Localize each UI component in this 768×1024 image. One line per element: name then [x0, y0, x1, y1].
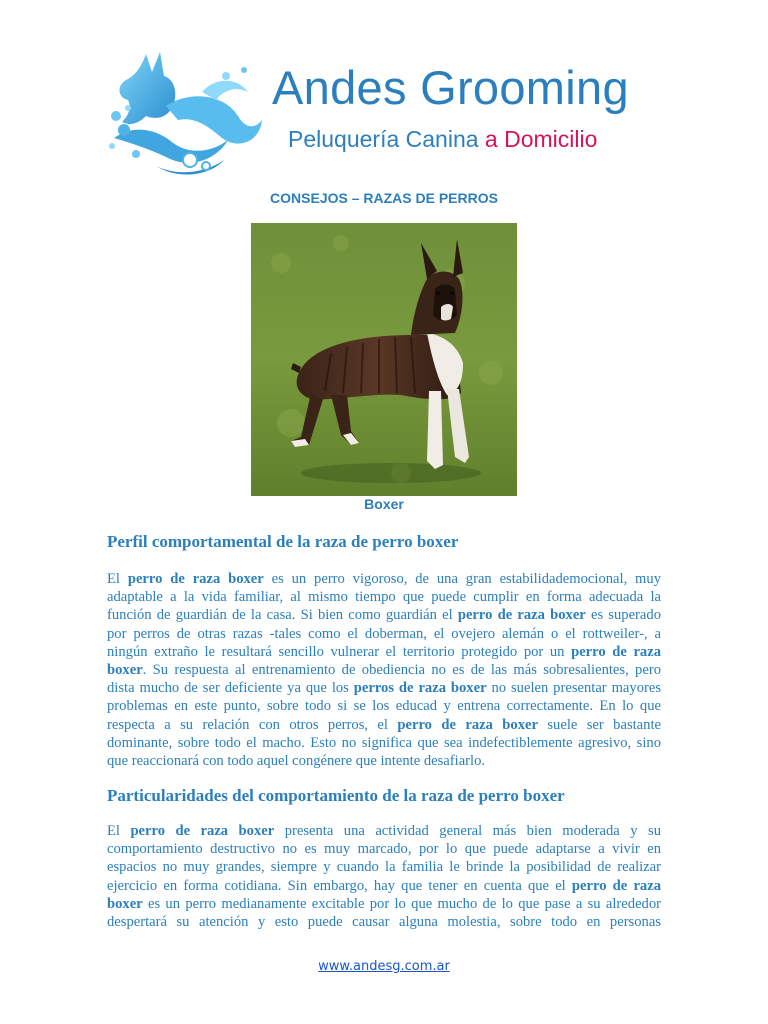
brand-tagline [288, 124, 597, 154]
paragraph-line [107, 822, 661, 840]
line-text: dista mucho de ser deficiente ya que los [107, 680, 354, 697]
paragraph-line [107, 895, 661, 913]
line-text: ningún extraño le resultará sencillo vulnerar el territorio protegido por un [107, 643, 572, 660]
line-text: suele ser bastante [537, 716, 661, 733]
paragraph-line [107, 697, 661, 715]
section-title: CONSEJOS – RAZAS DE PERROS [270, 190, 498, 206]
website-link[interactable]: www.andesg.com.ar [318, 959, 450, 974]
paragraph-line [107, 913, 661, 931]
paragraph-line [107, 858, 661, 876]
line-text: no suelen presentar mayores [486, 680, 662, 697]
photo-caption: Boxer [364, 496, 404, 512]
paragraph-line [107, 643, 661, 661]
line-text: El [107, 571, 128, 587]
line-text: El [107, 823, 131, 839]
brindle-boxer-dog-photo [251, 223, 517, 496]
line-text: que reaccionará con todo aquel congénere que intente desafiarlo. [107, 752, 486, 769]
line-text: función de guardián de la casa. Si bien como guardián el [107, 607, 458, 624]
line-text: dominante, sobre todo el macho. Esto no significa que sea indefectiblemente agresivo, sino [107, 734, 661, 751]
line-text: comportamiento destructivo no es muy marcado, por lo que puede adaptarse a vivir en [107, 841, 661, 858]
line-text: espacios no muy grandes, siempre y cuando la familia le brinde la posibilidad de realizar [107, 859, 661, 876]
highlighted-term: perro de raza [571, 643, 662, 660]
line-text: adaptable a la vida familiar, al mismo tiempo que puede cumplir en forma adecuada la [107, 589, 661, 606]
paragraph-line [107, 625, 661, 643]
paragraph-line [107, 716, 661, 734]
highlighted-term: perro de raza [571, 877, 661, 894]
line-text: es superado [585, 607, 661, 624]
line-text: . Su respuesta al entrenamiento de obediencia no es de las más sobresalientes, pero [142, 661, 661, 678]
line-text: es un perro vigoroso, de una gran estabilidademocional, muy [263, 571, 662, 587]
line-text: es un perro medianamente excitable por lo que mucho de lo que pase a su alrededor [142, 895, 661, 912]
section1-heading: Perfil comportamental de la raza de perro boxer [107, 532, 459, 551]
line-text: despertará su atención y esto puede causar alguna molestia, sobre todo en personas [107, 913, 661, 930]
paragraph-line [107, 752, 661, 770]
paragraph-line [107, 877, 661, 895]
paragraph-line [107, 734, 661, 752]
highlighted-term: perro de raza boxer [130, 823, 275, 839]
line-text: presenta una actividad general más bien moderada y su [274, 823, 661, 839]
paragraph-line [107, 570, 661, 588]
line-text: ejercicio en forma cotidiana. Sin embargo, hay que tener en cuenta que el [107, 877, 572, 894]
section1-paragraph [107, 570, 661, 770]
section2-paragraph [107, 822, 661, 931]
paragraph-line [107, 661, 661, 679]
dog-water-splash-logo-icon [106, 46, 266, 178]
paragraph-line [107, 679, 661, 697]
brand-name: Andes Grooming [272, 61, 629, 114]
highlighted-term: perro de raza boxer [457, 607, 586, 624]
paragraph-line [107, 840, 661, 858]
line-text: problemas en este punto, sobre todo si se los educad y entrena correctamente. En lo que [107, 698, 661, 715]
paragraph-line [107, 606, 661, 624]
highlighted-term: boxer [107, 661, 143, 678]
highlighted-term: boxer [107, 895, 143, 912]
tagline-accent: a Domicilio [484, 126, 598, 152]
highlighted-term: perros de raza boxer [353, 680, 487, 697]
section2-heading: Particularidades del comportamiento de la raza de perro boxer [107, 786, 565, 805]
line-text: por perros de otras razas -tales como el doberman, el ovejero alemán o el rottweiler-, a [107, 625, 661, 642]
paragraph-line [107, 588, 661, 606]
highlighted-term: perro de raza boxer [397, 716, 538, 733]
tagline-main: Peluquería Canina [288, 126, 479, 152]
line-text: respecta a su relación con otros perros, el [107, 716, 398, 733]
highlighted-term: perro de raza boxer [127, 571, 264, 587]
